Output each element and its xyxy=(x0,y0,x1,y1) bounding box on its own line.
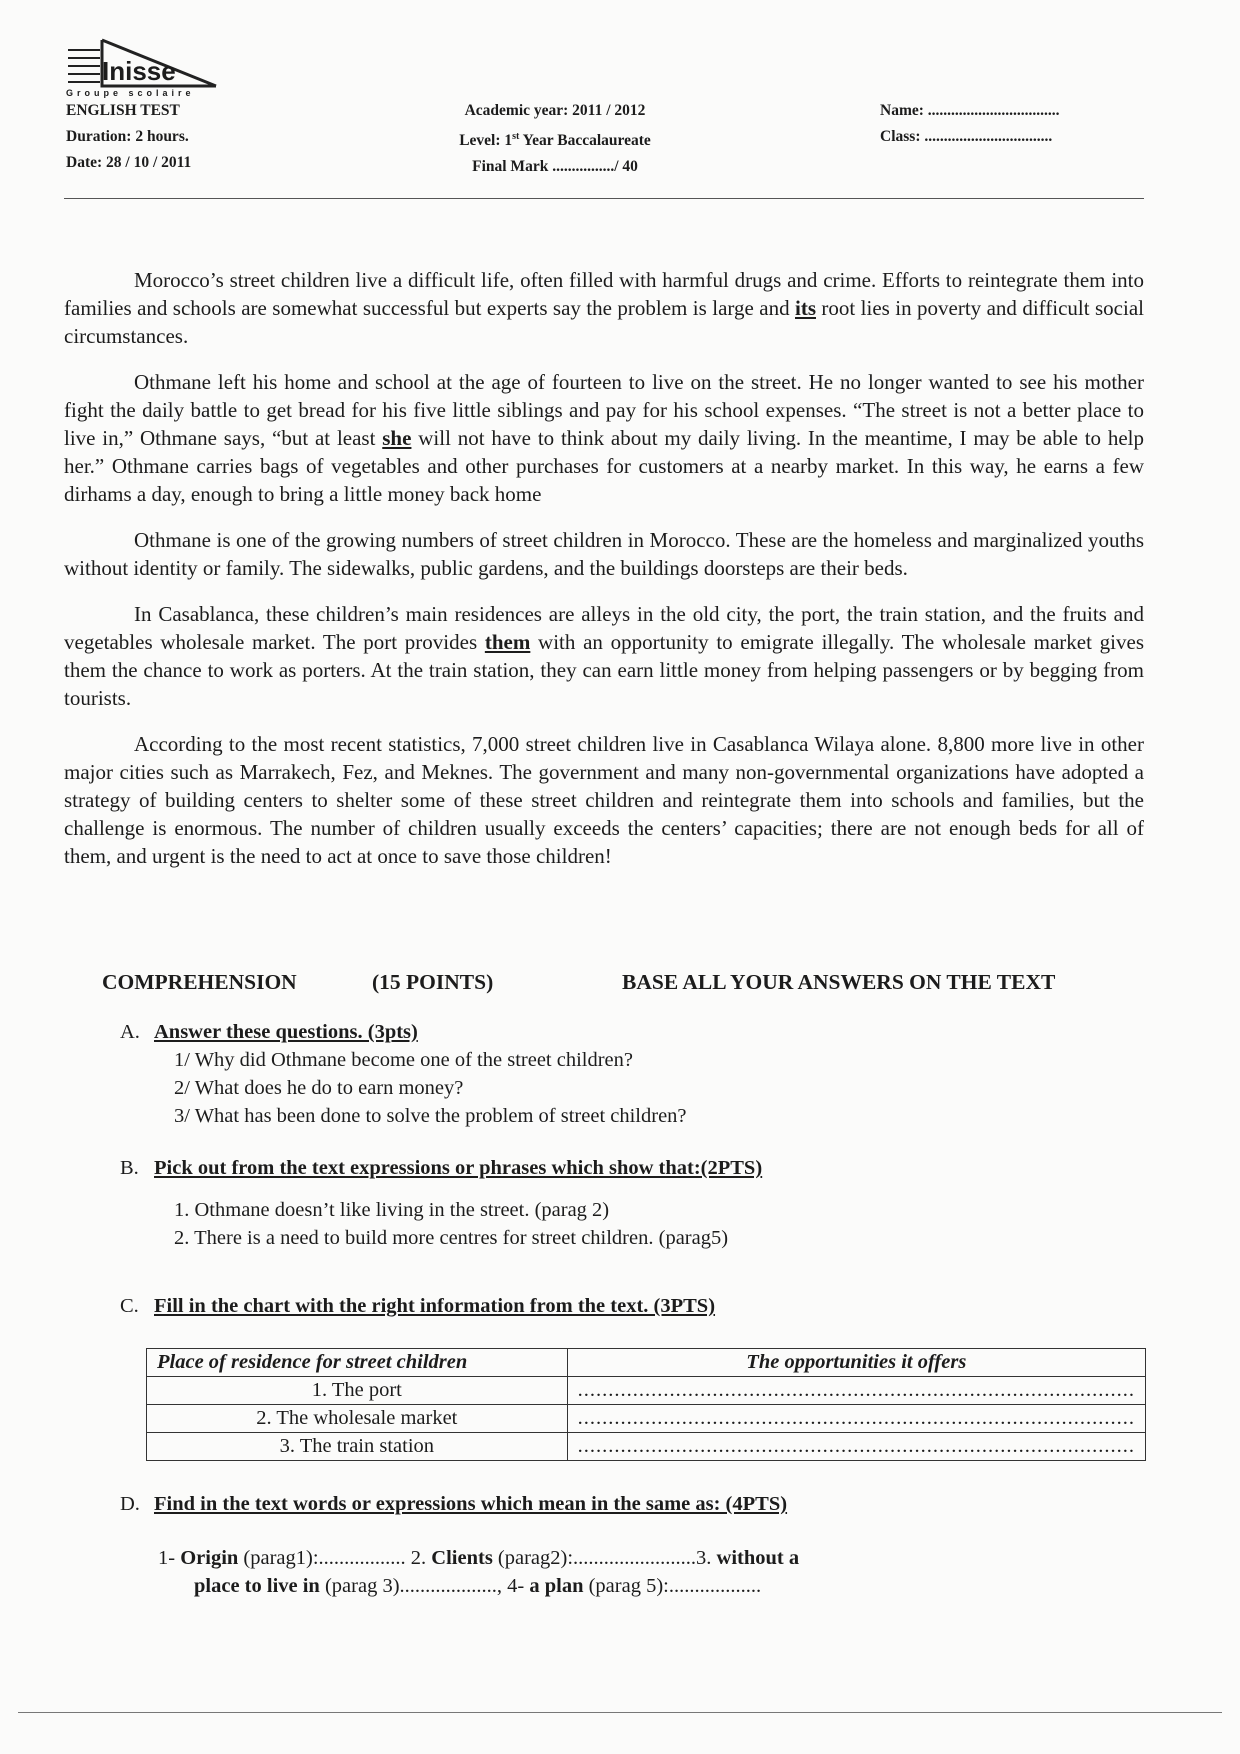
column-header: Place of residence for street children xyxy=(147,1349,568,1377)
vocabulary-items xyxy=(158,1544,799,1600)
vocab-word: Origin xyxy=(180,1547,239,1569)
answer-blank[interactable]: ........................................................................................... xyxy=(567,1433,1145,1461)
paragraph-5: According to the most recent statistics, 7,000 street children live in Casablanca Wilaya alone. 8,800 more live in other major cities such as Marrakech, Fez, and Meknes. The government and many non-governmental organizations have adopted a strategy of building centers to shelter some of these street children and reintegrate them into schools and families, but the challenge is enormous. The number of children usually exceeds the centers’ capacities; there are not enough beds for all of them, and urgent is the need to act at once to save those children! xyxy=(64,732,1144,868)
footer-divider xyxy=(18,1712,1222,1713)
section-title: Fill in the chart with the right information from the text. (3PTS) xyxy=(154,1295,716,1317)
academic-year: Academic year: 2011 / 2012 xyxy=(464,102,646,119)
section-title: Find in the text words or expressions which mean in the same as: (4PTS) xyxy=(154,1493,788,1515)
place-cell: 2. The wholesale market xyxy=(147,1405,568,1433)
section-letter: D. xyxy=(120,1493,140,1515)
test-date: Date: 28 / 10 / 2011 xyxy=(66,154,192,171)
section-title: Pick out from the text expressions or phrases which show that:(2PTS) xyxy=(154,1157,763,1179)
question: 2/ What does he do to earn money? xyxy=(174,1077,464,1099)
chart-table xyxy=(146,1348,1146,1461)
item-list xyxy=(120,1196,762,1252)
school-logo xyxy=(66,36,226,106)
comprehension-title: COMPREHENSION xyxy=(102,970,297,994)
question-list xyxy=(120,1046,687,1130)
table-row xyxy=(147,1433,1146,1461)
section-a xyxy=(120,1018,687,1130)
level xyxy=(430,124,680,154)
section-letter: B. xyxy=(120,1157,139,1179)
section-letter: C. xyxy=(120,1295,139,1317)
question: 3/ What has been done to solve the problem of street children? xyxy=(174,1105,687,1127)
header-divider xyxy=(64,198,1144,199)
table-row xyxy=(147,1405,1146,1433)
table-header-row xyxy=(147,1349,1146,1377)
paragraph-4: In Casablanca, these children’s main residences are alleys in the old city, the port, the train station, and the fruits and vegetables wholesale market. The port provides them with an opportunity to emigrate illegally. The wholesale market gives them the chance to work as porters. At the train station, they can earn little money from helping passengers or by begging from tourists. xyxy=(64,602,1144,710)
table-row xyxy=(147,1377,1146,1405)
section-d xyxy=(120,1490,787,1518)
paragraph-3: Othmane is one of the growing numbers of street children in Morocco. These are the homeless and marginalized youths without identity or family. The sidewalks, public gardens, and the buildings doorsteps are their beds. xyxy=(64,528,1144,580)
paragraph-1: Morocco’s street children live a difficult life, often filled with harmful drugs and crime. Efforts to reintegrate them into families and schools are somewhat successful but experts say the problem is large and its root lies in poverty and difficult social circumstances. xyxy=(64,268,1144,348)
level-prefix: Level: 1 xyxy=(459,132,513,150)
final-mark: Final Mark ................/ 40 xyxy=(472,158,638,176)
vocabulary-line-2: place to live in (parag 3)..................., 4- a plan (parag 5):.................. xyxy=(194,1575,762,1597)
vocabulary-line-1: 1- Origin (parag1):................. 2. Clients (parag2):........................3. without a xyxy=(158,1547,800,1569)
comprehension-instruction: BASE ALL YOUR ANSWERS ON THE TEXT xyxy=(622,970,1056,994)
list-item: 2. There is a need to build more centres for street children. (parag5) xyxy=(174,1227,729,1249)
place-cell: 3. The train station xyxy=(147,1433,568,1461)
reference-word: its xyxy=(795,296,816,320)
class-field[interactable]: Class: ................................. xyxy=(880,128,1053,145)
reference-word: them xyxy=(484,630,531,654)
section-c xyxy=(120,1292,715,1320)
section-title: Answer these questions. (3pts) xyxy=(154,1021,418,1043)
vocab-word: a plan xyxy=(529,1575,584,1597)
reference-word: she xyxy=(382,426,412,450)
column-header: The opportunities it offers xyxy=(567,1349,1145,1377)
paragraph-2: Othmane left his home and school at the age of fourteen to live on the street. He no longer wanted to see his mother fight the daily battle to get bread for his five little siblings and pay for his school expenses. “The street is not a better place to live in,” Othmane says, “but at least she will not have to think about my daily living. In the meantime, I may be able to help her.” Othmane carries bags of vegetables and other purchases for customers at a nearby market. In this way, he earns a few dirhams a day, enough to bring a little money back home xyxy=(64,370,1144,506)
vocab-word: place to live in xyxy=(194,1575,320,1597)
test-title: ENGLISH TEST xyxy=(66,102,180,119)
list-item: 1. Othmane doesn’t like living in the street. (parag 2) xyxy=(174,1199,610,1221)
reading-passage xyxy=(64,266,1144,888)
comprehension-points: (15 POINTS) xyxy=(372,970,494,994)
student-info xyxy=(880,98,1060,150)
section-b xyxy=(120,1154,762,1252)
level-suffix: Year Baccalaureate xyxy=(519,132,651,150)
section-letter: A. xyxy=(120,1021,140,1043)
academic-info xyxy=(430,98,680,180)
vocab-word: Clients xyxy=(431,1547,493,1569)
residence-chart xyxy=(146,1348,1146,1461)
question: 1/ Why did Othmane become one of the street children? xyxy=(174,1049,634,1071)
place-cell: 1. The port xyxy=(147,1377,568,1405)
name-field[interactable]: Name: .................................. xyxy=(880,102,1060,119)
logo-subtext: Groupe scolaire xyxy=(66,88,195,98)
logo-text: Inisse xyxy=(102,56,176,86)
level-sup: st xyxy=(512,131,520,142)
test-duration: Duration: 2 hours. xyxy=(66,128,189,145)
answer-blank[interactable]: ........................................................................................... xyxy=(567,1405,1145,1433)
test-info xyxy=(66,98,191,176)
answer-blank[interactable]: ........................................................................................... xyxy=(567,1377,1145,1405)
vocab-word: without a xyxy=(716,1547,800,1569)
